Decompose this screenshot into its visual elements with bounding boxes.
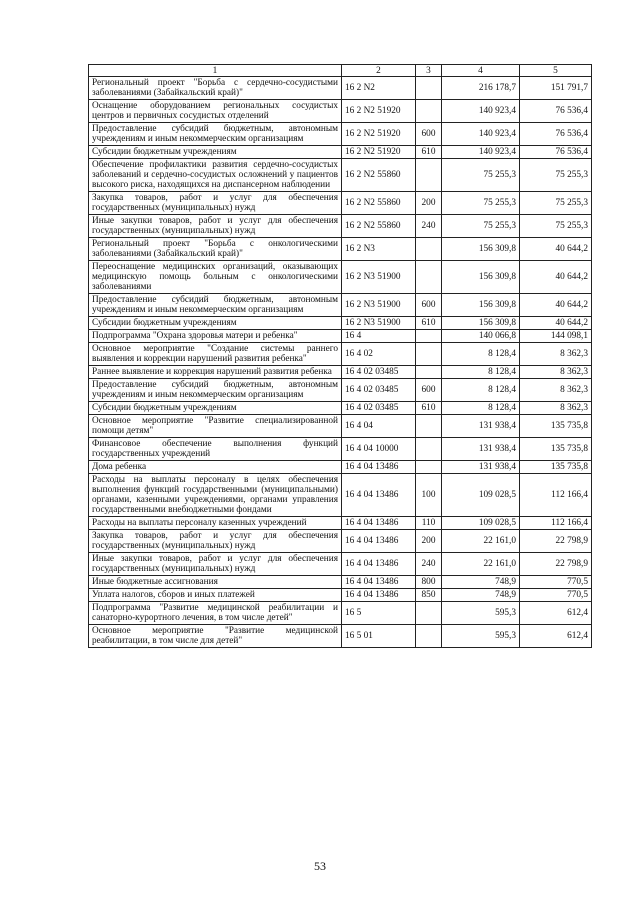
header-row	[89, 65, 592, 77]
amount-col-5: 40 644,2	[520, 294, 592, 317]
table-row	[89, 366, 592, 379]
table-row	[89, 461, 592, 474]
expense-type-code: 610	[416, 317, 442, 330]
table-row	[89, 602, 592, 625]
row-name-cell: Субсидии бюджетным учреждениям	[89, 146, 342, 159]
row-name-cell: Иные закупки товаров, работ и услуг для обеспечения государственных (муниципальных) нужд	[89, 553, 342, 576]
target-article-code: 16 4 04 13486	[342, 576, 416, 589]
expense-type-code	[416, 330, 442, 343]
column-header-3: 3	[416, 65, 442, 77]
table-row	[89, 100, 592, 123]
row-name-cell: Региональный проект "Борьба с онкологическими заболеваниями (Забайкальский край)"	[89, 238, 342, 261]
column-header-5: 5	[520, 65, 592, 77]
row-name-cell: Предоставление субсидий бюджетным, автономным учреждениям и иным некоммерческим организациям	[89, 379, 342, 402]
row-name-cell: Оснащение оборудованием региональных сосудистых центров и первичных сосудистых отделений	[89, 100, 342, 123]
amount-col-4: 131 938,4	[442, 461, 520, 474]
row-name-cell: Уплата налогов, сборов и иных платежей	[89, 589, 342, 602]
row-name-cell: Основное мероприятие "Создание системы раннего выявления и коррекции нарушений развития ребенка"	[89, 343, 342, 366]
amount-col-5: 8 362,3	[520, 379, 592, 402]
amount-col-5: 8 362,3	[520, 402, 592, 415]
row-name-cell: Предоставление субсидий бюджетным, автономным учреждениям и иным некоммерческим организациям	[89, 123, 342, 146]
expense-type-code: 110	[416, 517, 442, 530]
table-row	[89, 343, 592, 366]
amount-col-5: 612,4	[520, 602, 592, 625]
expense-type-code	[416, 100, 442, 123]
amount-col-5: 76 536,4	[520, 146, 592, 159]
expense-type-code	[416, 238, 442, 261]
amount-col-4: 156 309,8	[442, 261, 520, 294]
row-name-cell: Дома ребенка	[89, 461, 342, 474]
amount-col-4: 140 923,4	[442, 146, 520, 159]
page-number: 53	[314, 859, 326, 873]
table-row	[89, 123, 592, 146]
row-name-cell: Закупка товаров, работ и услуг для обеспечения государственных (муниципальных) нужд	[89, 192, 342, 215]
expense-type-code: 200	[416, 192, 442, 215]
column-header-4: 4	[442, 65, 520, 77]
amount-col-4: 156 309,8	[442, 238, 520, 261]
amount-col-5: 40 644,2	[520, 317, 592, 330]
target-article-code: 16 4 04 10000	[342, 438, 416, 461]
amount-col-4: 75 255,3	[442, 192, 520, 215]
table-row	[89, 330, 592, 343]
row-name-cell: Подпрограмма "Охрана здоровья матери и ребенка"	[89, 330, 342, 343]
amount-col-5: 76 536,4	[520, 123, 592, 146]
table-row	[89, 238, 592, 261]
target-article-code: 16 4 02 03485	[342, 379, 416, 402]
amount-col-5: 8 362,3	[520, 366, 592, 379]
amount-col-4: 216 178,7	[442, 77, 520, 100]
amount-col-5: 75 255,3	[520, 192, 592, 215]
table-row	[89, 192, 592, 215]
row-name-cell: Раннее выявление и коррекция нарушений развития ребенка	[89, 366, 342, 379]
row-name-cell: Основное мероприятие "Развитие специализированной помощи детям"	[89, 415, 342, 438]
amount-col-5: 151 791,7	[520, 77, 592, 100]
target-article-code: 16 2 N2 55860	[342, 159, 416, 192]
target-article-code: 16 4 04 13486	[342, 474, 416, 517]
amount-col-4: 131 938,4	[442, 438, 520, 461]
target-article-code: 16 2 N3 51900	[342, 317, 416, 330]
target-article-code: 16 4 04 13486	[342, 517, 416, 530]
row-name-cell: Обеспечение профилактики развития сердечно-сосудистых заболеваний и сердечно-сосудистых осложнений у пациентов высокого риска, находящихся на диспансерном наблюдении	[89, 159, 342, 192]
amount-col-5: 22 798,9	[520, 530, 592, 553]
expense-type-code: 800	[416, 576, 442, 589]
target-article-code: 16 5 01	[342, 625, 416, 648]
target-article-code: 16 4 02	[342, 343, 416, 366]
amount-col-5: 144 098,1	[520, 330, 592, 343]
table-row	[89, 530, 592, 553]
expense-type-code: 200	[416, 530, 442, 553]
amount-col-4: 109 028,5	[442, 474, 520, 517]
amount-col-5: 76 536,4	[520, 100, 592, 123]
amount-col-5: 112 166,4	[520, 517, 592, 530]
row-name-cell: Субсидии бюджетным учреждениям	[89, 317, 342, 330]
amount-col-4: 8 128,4	[442, 379, 520, 402]
table-row	[89, 553, 592, 576]
row-name-cell: Расходы на выплаты персоналу казенных учреждений	[89, 517, 342, 530]
amount-col-5: 612,4	[520, 625, 592, 648]
row-name-cell: Предоставление субсидий бюджетным, автономным учреждениям и иным некоммерческим организациям	[89, 294, 342, 317]
target-article-code: 16 2 N2 51920	[342, 146, 416, 159]
expense-type-code	[416, 366, 442, 379]
row-name-cell: Закупка товаров, работ и услуг для обеспечения государственных (муниципальных) нужд	[89, 530, 342, 553]
amount-col-4: 156 309,8	[442, 294, 520, 317]
target-article-code: 16 2 N3 51900	[342, 294, 416, 317]
amount-col-4: 109 028,5	[442, 517, 520, 530]
amount-col-5: 135 735,8	[520, 438, 592, 461]
table-row	[89, 438, 592, 461]
amount-col-4: 595,3	[442, 602, 520, 625]
amount-col-5: 22 798,9	[520, 553, 592, 576]
expense-type-code: 600	[416, 123, 442, 146]
table-row	[89, 402, 592, 415]
target-article-code: 16 4 04 13486	[342, 589, 416, 602]
table-row	[89, 294, 592, 317]
target-article-code: 16 4 02 03485	[342, 366, 416, 379]
target-article-code: 16 2 N3	[342, 238, 416, 261]
table-row	[89, 517, 592, 530]
row-name-cell: Основное мероприятие "Развитие медицинской реабилитации, в том числе для детей"	[89, 625, 342, 648]
target-article-code: 16 2 N2 51920	[342, 123, 416, 146]
expense-type-code: 100	[416, 474, 442, 517]
target-article-code: 16 2 N2 55860	[342, 215, 416, 238]
amount-col-4: 8 128,4	[442, 366, 520, 379]
table-row	[89, 159, 592, 192]
amount-col-5: 75 255,3	[520, 159, 592, 192]
amount-col-5: 8 362,3	[520, 343, 592, 366]
target-article-code: 16 4 04 13486	[342, 553, 416, 576]
expense-type-code: 600	[416, 294, 442, 317]
table-row	[89, 77, 592, 100]
expense-type-code	[416, 159, 442, 192]
amount-col-4: 131 938,4	[442, 415, 520, 438]
table-row	[89, 625, 592, 648]
row-name-cell: Иные бюджетные ассигнования	[89, 576, 342, 589]
amount-col-4: 156 309,8	[442, 317, 520, 330]
amount-col-4: 22 161,0	[442, 553, 520, 576]
expense-type-code: 600	[416, 379, 442, 402]
expense-type-code: 850	[416, 589, 442, 602]
target-article-code: 16 4 04	[342, 415, 416, 438]
table-row	[89, 415, 592, 438]
amount-col-4: 748,9	[442, 589, 520, 602]
table-row	[89, 261, 592, 294]
expense-type-code	[416, 261, 442, 294]
row-name-cell: Иные закупки товаров, работ и услуг для обеспечения государственных (муниципальных) нужд	[89, 215, 342, 238]
expense-type-code	[416, 77, 442, 100]
target-article-code: 16 2 N2	[342, 77, 416, 100]
amount-col-4: 75 255,3	[442, 215, 520, 238]
amount-col-4: 748,9	[442, 576, 520, 589]
row-name-cell: Переоснащение медицинских организаций, оказывающих медицинскую помощь больным с онкологическими заболеваниями	[89, 261, 342, 294]
amount-col-4: 140 066,8	[442, 330, 520, 343]
table-row	[89, 146, 592, 159]
amount-col-4: 75 255,3	[442, 159, 520, 192]
amount-col-5: 770,5	[520, 576, 592, 589]
row-name-cell: Расходы на выплаты персоналу в целях обеспечения выполнения функций государственными (муниципальными) органами, казенными учреждениями, органами управления государственными внебюджетными фондами	[89, 474, 342, 517]
expense-type-code	[416, 625, 442, 648]
amount-col-4: 22 161,0	[442, 530, 520, 553]
table-row	[89, 317, 592, 330]
table-row	[89, 474, 592, 517]
column-header-2: 2	[342, 65, 416, 77]
amount-col-4: 595,3	[442, 625, 520, 648]
amount-col-4: 140 923,4	[442, 123, 520, 146]
amount-col-4: 140 923,4	[442, 100, 520, 123]
row-name-cell: Субсидии бюджетным учреждениям	[89, 402, 342, 415]
expense-type-code	[416, 602, 442, 625]
amount-col-5: 112 166,4	[520, 474, 592, 517]
amount-col-5: 135 735,8	[520, 461, 592, 474]
amount-col-5: 75 255,3	[520, 215, 592, 238]
expense-type-code	[416, 461, 442, 474]
expense-type-code	[416, 438, 442, 461]
table-row	[89, 379, 592, 402]
target-article-code: 16 2 N2 51920	[342, 100, 416, 123]
table-row	[89, 576, 592, 589]
amount-col-5: 40 644,2	[520, 238, 592, 261]
column-header-1: 1	[89, 65, 342, 77]
row-name-cell: Финансовое обеспечение выполнения функций государственных учреждений	[89, 438, 342, 461]
amount-col-5: 135 735,8	[520, 415, 592, 438]
budget-table	[88, 64, 592, 648]
target-article-code: 16 2 N3 51900	[342, 261, 416, 294]
target-article-code: 16 4 02 03485	[342, 402, 416, 415]
target-article-code: 16 4 04 13486	[342, 461, 416, 474]
expense-type-code	[416, 343, 442, 366]
amount-col-5: 770,5	[520, 589, 592, 602]
expense-type-code: 610	[416, 146, 442, 159]
target-article-code: 16 2 N2 55860	[342, 192, 416, 215]
target-article-code: 16 5	[342, 602, 416, 625]
amount-col-4: 8 128,4	[442, 402, 520, 415]
table-row	[89, 589, 592, 602]
amount-col-5: 40 644,2	[520, 261, 592, 294]
target-article-code: 16 4	[342, 330, 416, 343]
table-body	[89, 65, 592, 648]
amount-col-4: 8 128,4	[442, 343, 520, 366]
row-name-cell: Региональный проект "Борьба с сердечно-сосудистыми заболеваниями (Забайкальский край)"	[89, 77, 342, 100]
row-name-cell: Подпрограмма "Развитие медицинской реабилитации и санаторно-курортного лечения, в том числе детей"	[89, 602, 342, 625]
expense-type-code: 240	[416, 553, 442, 576]
expense-type-code	[416, 415, 442, 438]
table-row	[89, 215, 592, 238]
expense-type-code: 240	[416, 215, 442, 238]
expense-type-code: 610	[416, 402, 442, 415]
target-article-code: 16 4 04 13486	[342, 530, 416, 553]
